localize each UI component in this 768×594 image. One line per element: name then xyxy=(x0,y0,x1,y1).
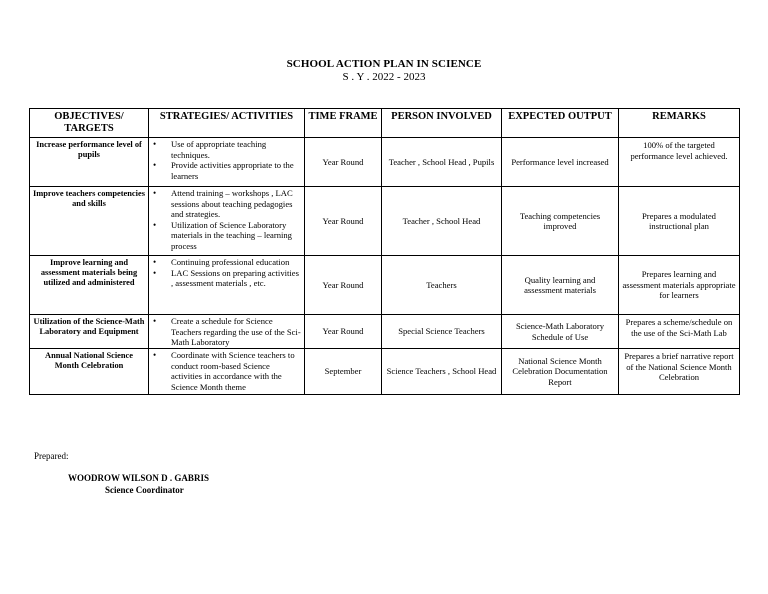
header-objectives: OBJECTIVES/ TARGETS xyxy=(30,109,149,138)
objective-cell: Utilization of the Science-Math Laboratory and Equipment xyxy=(30,315,149,349)
strategies-list xyxy=(153,257,301,289)
table-row xyxy=(30,138,740,187)
person-cell: Special Science Teachers xyxy=(382,315,502,349)
signatory-name: WOODROW WILSON D . GABRIS xyxy=(68,473,209,483)
remarks-cell: Prepares a brief narrative report of the National Science Month Celebration xyxy=(619,349,740,395)
time-frame-cell: Year Round xyxy=(305,315,382,349)
objective-cell: Increase performance level of pupils xyxy=(30,138,149,187)
time-frame-cell: September xyxy=(305,349,382,395)
list-item: • Provide activities appropriate to the learners xyxy=(153,160,301,181)
time-frame-cell: Year Round xyxy=(305,138,382,187)
objective-cell: Improve learning and assessment materials being utilized and administered xyxy=(30,256,149,315)
document-title: SCHOOL ACTION PLAN IN SCIENCE xyxy=(286,58,482,70)
list-item: • LAC Sessions on preparing activities , assessment materials , etc. xyxy=(153,268,301,289)
table-row xyxy=(30,187,740,256)
strategies-cell xyxy=(149,256,305,315)
header-person-involved: PERSON INVOLVED xyxy=(382,109,502,138)
list-item: • Use of appropriate teaching techniques. xyxy=(153,139,301,160)
objective-cell: Improve teachers competencies and skills xyxy=(30,187,149,256)
header-expected-output: EXPECTED OUTPUT xyxy=(502,109,619,138)
strategies-list xyxy=(153,350,301,392)
strategies-list xyxy=(153,139,301,181)
document-subtitle: S . Y . 2022 - 2023 xyxy=(342,71,426,83)
signatory-role: Science Coordinator xyxy=(105,485,184,495)
remarks-cell: 100% of the targeted performance level achieved. xyxy=(619,138,740,187)
list-item: • Utilization of Science Laboratory materials in the teaching – learning process xyxy=(153,220,301,252)
person-cell: Teacher , School Head , Pupils xyxy=(382,138,502,187)
prepared-label: Prepared: xyxy=(34,451,69,461)
table-row xyxy=(30,256,740,315)
list-item: • Continuing professional education xyxy=(153,257,301,268)
table-row xyxy=(30,315,740,349)
strategies-cell xyxy=(149,315,305,349)
strategies-cell xyxy=(149,187,305,256)
action-plan-table xyxy=(29,108,740,395)
strategies-list xyxy=(153,316,301,348)
output-cell: Performance level increased xyxy=(502,138,619,187)
header-remarks: REMARKS xyxy=(619,109,740,138)
header-strategies: STRATEGIES/ ACTIVITIES xyxy=(149,109,305,138)
strategies-list xyxy=(153,188,301,251)
output-cell: Teaching competencies improved xyxy=(502,187,619,256)
list-item: • Attend training – workshops , LAC sessions about teaching pedagogies and strategies. xyxy=(153,188,301,220)
table-row xyxy=(30,349,740,395)
person-cell: Teacher , School Head xyxy=(382,187,502,256)
strategies-cell xyxy=(149,349,305,395)
list-item: • Coordinate with Science teachers to conduct room-based Science activities in accordance with the Science Month theme xyxy=(153,350,301,392)
output-cell: National Science Month Celebration Documentation Report xyxy=(502,349,619,395)
time-frame-cell: Year Round xyxy=(305,187,382,256)
time-frame-cell: Year Round xyxy=(305,256,382,315)
output-cell: Quality learning and assessment materials xyxy=(502,256,619,315)
remarks-cell: Prepares a scheme/schedule on the use of the Sci-Math Lab xyxy=(619,315,740,349)
remarks-cell: Prepares learning and assessment materials appropriate for learners xyxy=(619,256,740,315)
strategies-cell xyxy=(149,138,305,187)
objective-cell: Annual National Science Month Celebration xyxy=(30,349,149,395)
remarks-cell: Prepares a modulated instructional plan xyxy=(619,187,740,256)
person-cell: Science Teachers , School Head xyxy=(382,349,502,395)
person-cell: Teachers xyxy=(382,256,502,315)
header-time-frame: TIME FRAME xyxy=(305,109,382,138)
list-item: • Create a schedule for Science Teachers regarding the use of the Sci-Math Laboratory xyxy=(153,316,301,348)
output-cell: Science-Math Laboratory Schedule of Use xyxy=(502,315,619,349)
table-header-row xyxy=(30,109,740,138)
